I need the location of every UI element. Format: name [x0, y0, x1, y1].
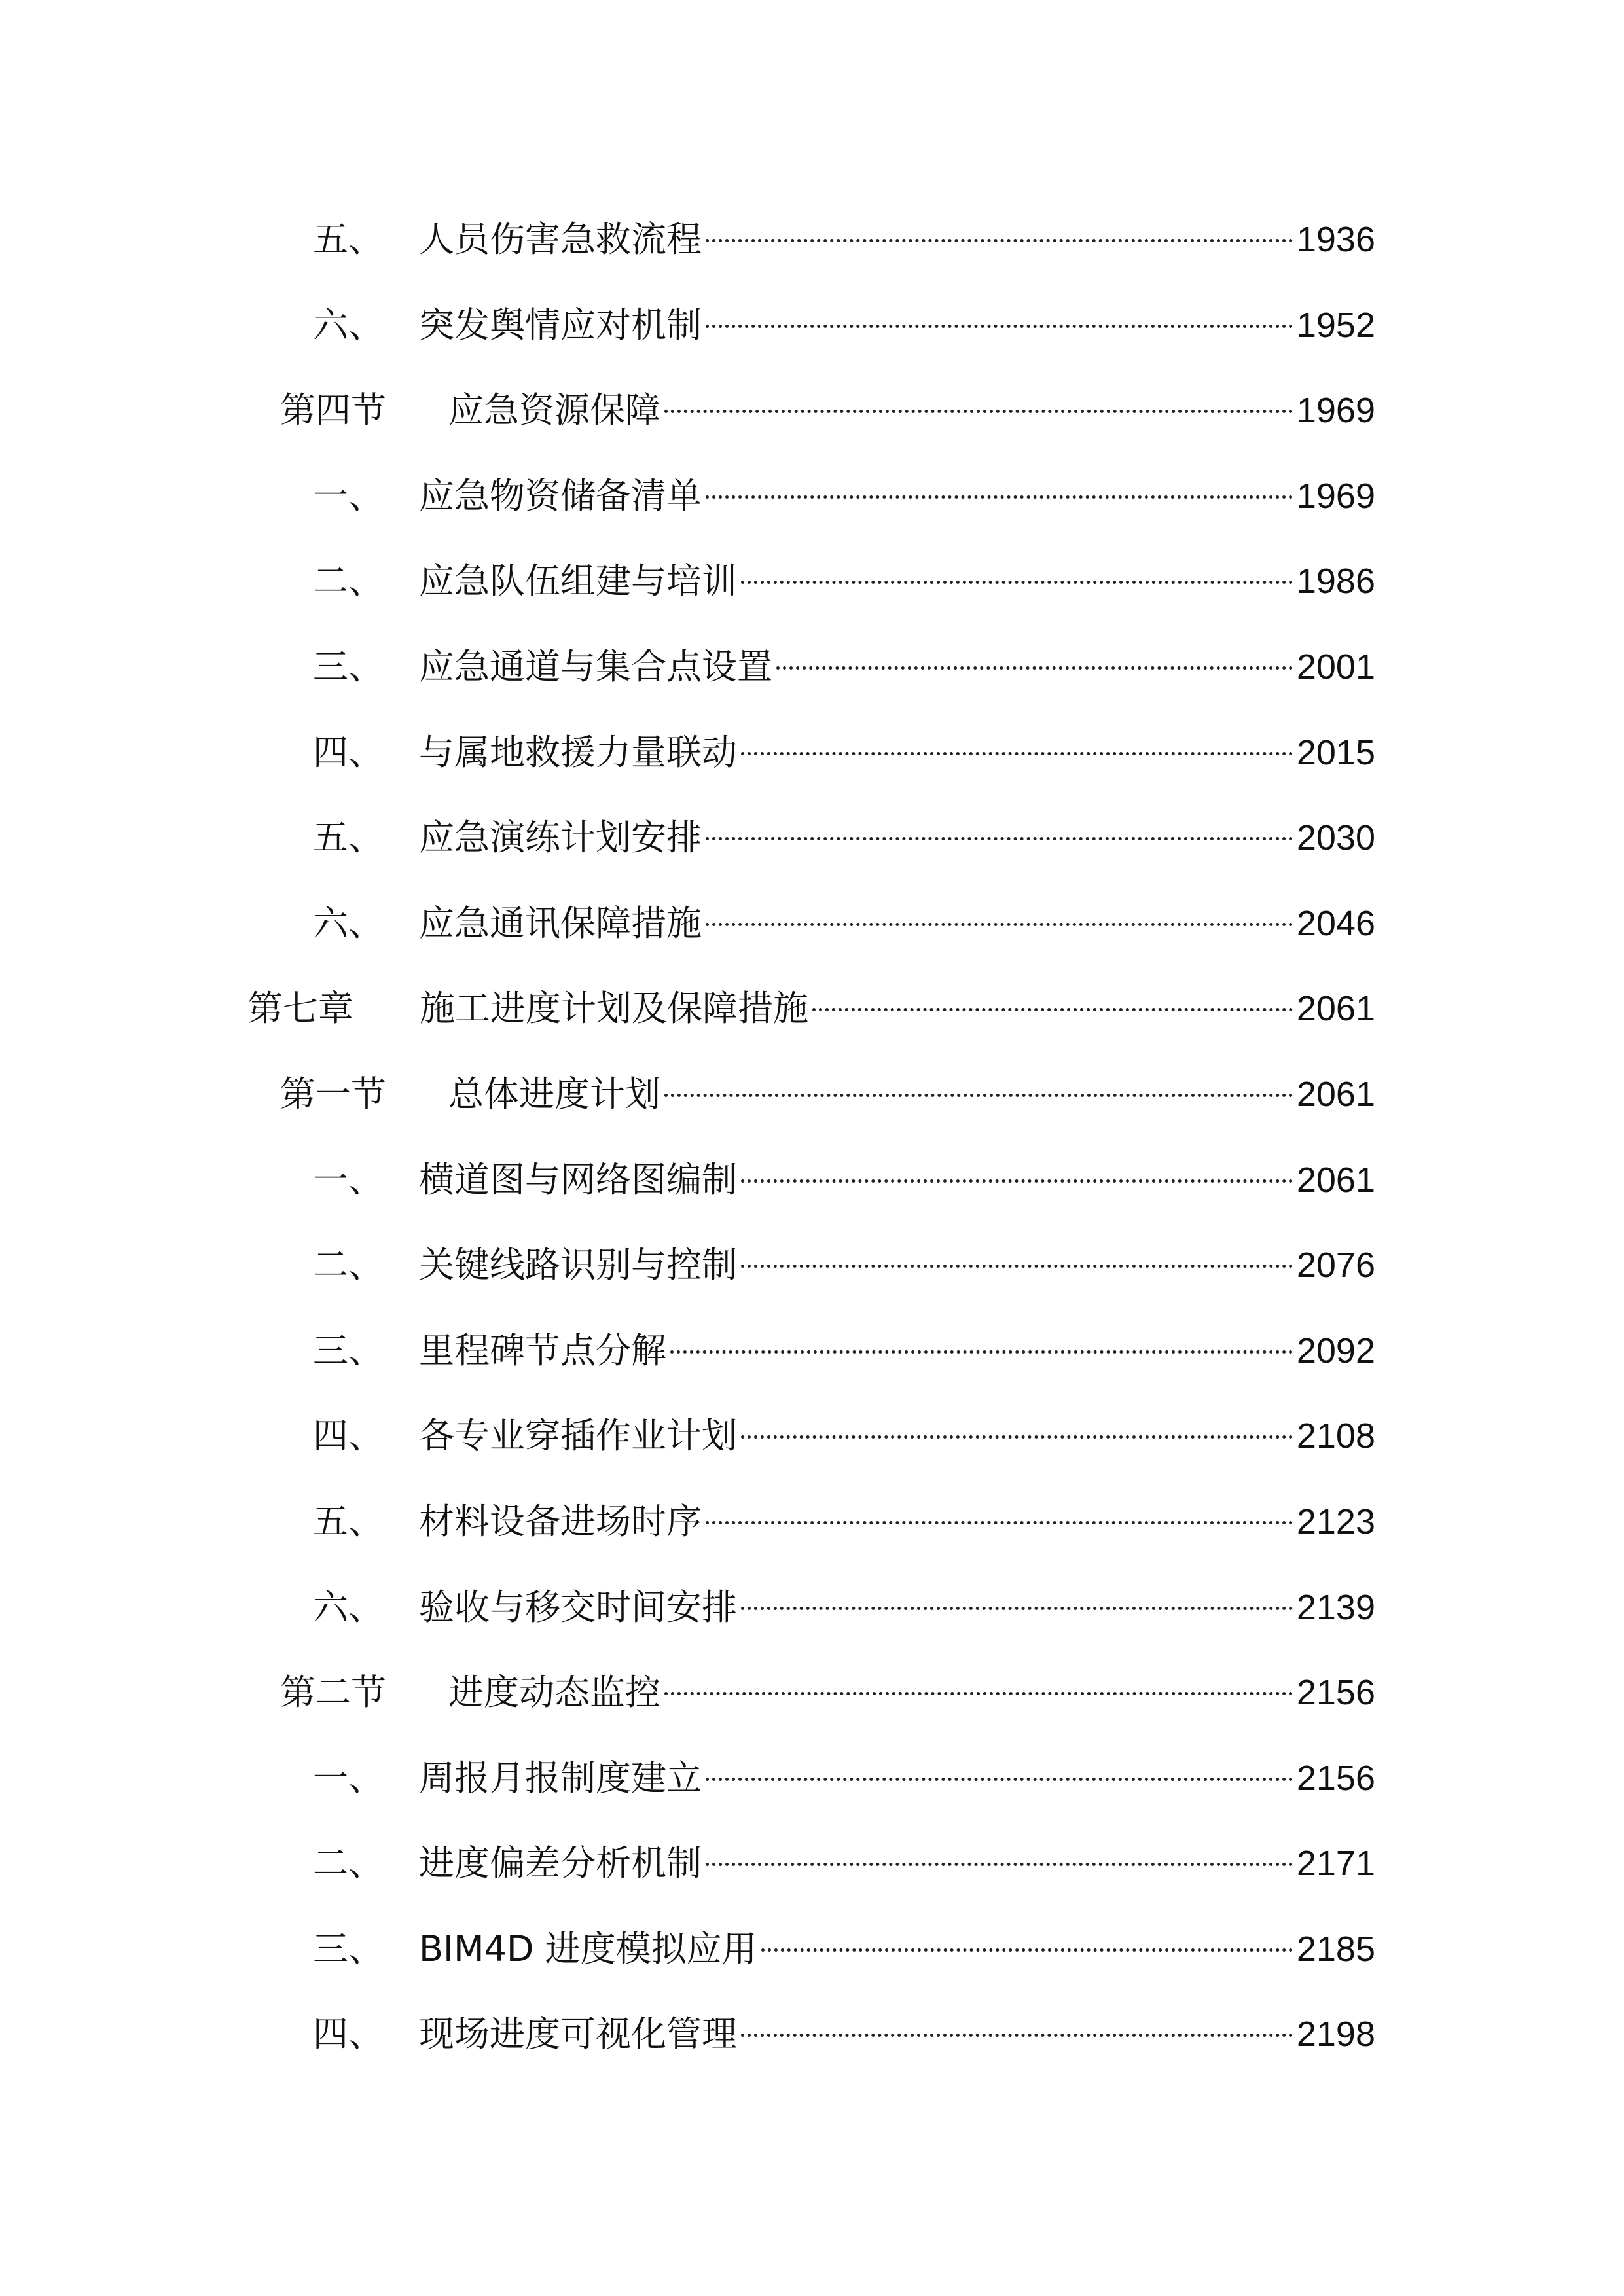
toc-entry-title: 关键线路识别与控制	[419, 1244, 737, 1286]
toc-entry-page: 2061	[1296, 989, 1375, 1029]
toc-entry-body	[419, 721, 1375, 784]
toc-entry-number: 五、	[313, 817, 384, 859]
toc-entry[interactable]	[0, 294, 1624, 380]
toc-entry-page: 2046	[1296, 903, 1375, 943]
toc-entry-page: 2030	[1296, 818, 1375, 858]
toc-entry-number: 二、	[313, 1244, 384, 1286]
toc-entry-number: 六、	[313, 304, 384, 346]
toc-entry-body	[419, 1832, 1375, 1895]
toc-entry-title: 人员伤害急救流程	[419, 219, 702, 260]
toc-entry-number: 三、	[313, 645, 384, 687]
dot-leader	[664, 370, 1293, 413]
dot-leader	[664, 1054, 1293, 1097]
toc-entry-body	[419, 636, 1375, 698]
toc-entry-number: 三、	[313, 1329, 384, 1371]
toc-entry-number: 五、	[313, 1500, 384, 1542]
toc-entry-title: 材料设备进场时序	[419, 1500, 702, 1542]
toc-entry-page: 2139	[1296, 1587, 1375, 1627]
toc-entry-body	[419, 550, 1375, 613]
toc-entry-title: 应急通讯保障措施	[419, 902, 702, 944]
dot-leader	[706, 1738, 1293, 1781]
toc-entry[interactable]	[0, 1319, 1624, 1405]
dot-leader	[812, 969, 1293, 1011]
toc-entry-page: 2001	[1296, 647, 1375, 687]
toc-entry-body	[419, 1319, 1375, 1382]
toc-entry[interactable]	[0, 1234, 1624, 1319]
toc-entry-title: 应急队伍组建与培训	[419, 560, 737, 602]
toc-chapter-entry[interactable]	[0, 977, 1624, 1063]
toc-entry-body	[419, 806, 1375, 869]
toc-entry-body	[419, 1490, 1375, 1553]
toc-entry[interactable]	[0, 1405, 1624, 1490]
toc-entry-number: 二、	[313, 560, 384, 602]
toc-entry-body	[448, 379, 1375, 442]
dot-leader	[741, 1140, 1293, 1183]
dot-leader	[741, 1225, 1293, 1268]
toc-entry-number: 第一节	[280, 1073, 386, 1115]
dot-leader	[761, 1909, 1293, 1952]
dot-leader	[664, 1653, 1293, 1695]
toc-section-entry[interactable]	[0, 379, 1624, 465]
toc-entry-body	[419, 208, 1375, 271]
toc-entry-title: 应急物资储备清单	[419, 475, 702, 516]
toc-entry[interactable]	[0, 208, 1624, 294]
toc-entry-number: 四、	[313, 2013, 384, 2055]
toc-entry-number: 一、	[313, 475, 384, 516]
toc-entry-body	[419, 294, 1375, 357]
toc-entry[interactable]	[0, 550, 1624, 636]
toc-entry-page: 2156	[1296, 1673, 1375, 1713]
dot-leader	[670, 1311, 1293, 1354]
dot-leader	[776, 627, 1293, 670]
toc-entry-number: 二、	[313, 1842, 384, 1884]
toc-entry-title: BIM4D 进度模拟应用	[419, 1928, 757, 1969]
toc-entry-number: 六、	[313, 902, 384, 944]
toc-entry-body	[419, 2003, 1375, 2066]
toc-entry-body	[419, 1234, 1375, 1297]
table-of-contents	[0, 208, 1624, 2089]
toc-entry-number: 第四节	[280, 389, 386, 431]
toc-entry[interactable]	[0, 1747, 1624, 1833]
toc-entry[interactable]	[0, 1832, 1624, 1918]
toc-entry-number: 第二节	[280, 1672, 386, 1713]
toc-entry-page: 2123	[1296, 1501, 1375, 1541]
toc-entry[interactable]	[0, 892, 1624, 978]
toc-section-entry[interactable]	[0, 1661, 1624, 1747]
toc-entry-body	[448, 1661, 1375, 1724]
toc-entry-page: 1969	[1296, 476, 1375, 516]
toc-entry-title: 横道图与网络图编制	[419, 1158, 737, 1200]
toc-entry[interactable]	[0, 1490, 1624, 1576]
toc-entry-body	[419, 1149, 1375, 1211]
toc-entry-body	[419, 1576, 1375, 1639]
toc-entry-page: 1936	[1296, 220, 1375, 259]
toc-entry-number: 三、	[313, 1928, 384, 1969]
toc-entry[interactable]	[0, 465, 1624, 550]
toc-entry-page: 2076	[1296, 1246, 1375, 1285]
toc-entry-number: 第七章	[247, 988, 353, 1030]
dot-leader	[706, 798, 1293, 840]
toc-entry-title: 进度动态监控	[448, 1672, 660, 1713]
dot-leader	[741, 713, 1293, 755]
toc-entry-title: 里程碑节点分解	[419, 1329, 666, 1371]
dot-leader	[706, 1823, 1293, 1866]
toc-entry-page: 2108	[1296, 1416, 1375, 1456]
dot-leader	[741, 541, 1293, 584]
toc-entry-body	[419, 1405, 1375, 1467]
toc-entry-title: 周报月报制度建立	[419, 1757, 702, 1799]
toc-entry-number: 一、	[313, 1757, 384, 1799]
toc-entry[interactable]	[0, 806, 1624, 892]
toc-entry-body	[419, 892, 1375, 955]
toc-entry-title: 突发舆情应对机制	[419, 304, 702, 346]
toc-entry-title: 应急通道与集合点设置	[419, 645, 772, 687]
toc-entry-title: 各专业穿插作业计划	[419, 1415, 737, 1457]
dot-leader	[706, 456, 1293, 499]
toc-entry-title: 进度偏差分析机制	[419, 1842, 702, 1884]
dot-leader	[741, 1568, 1293, 1610]
toc-entry-number: 一、	[313, 1158, 384, 1200]
toc-entry-page: 2185	[1296, 1929, 1375, 1969]
toc-entry[interactable]	[0, 1149, 1624, 1234]
toc-entry-page: 2015	[1296, 732, 1375, 772]
toc-entry[interactable]	[0, 636, 1624, 721]
toc-entry-page: 2198	[1296, 2015, 1375, 2054]
toc-entry-title: 应急资源保障	[448, 389, 660, 431]
toc-entry[interactable]	[0, 1918, 1624, 2003]
toc-entry-body	[419, 465, 1375, 528]
toc-entry-title: 总体进度计划	[448, 1073, 660, 1115]
toc-entry-number: 六、	[313, 1586, 384, 1628]
dot-leader	[706, 285, 1293, 328]
toc-entry-number: 四、	[313, 1415, 384, 1457]
toc-entry-body	[448, 1063, 1375, 1126]
toc-entry-page: 1969	[1296, 391, 1375, 431]
toc-entry-title: 现场进度可视化管理	[419, 2013, 737, 2055]
toc-entry[interactable]	[0, 2003, 1624, 2089]
toc-entry-page: 1986	[1296, 562, 1375, 601]
toc-entry-body	[419, 1747, 1375, 1810]
dot-leader	[741, 1396, 1293, 1439]
toc-entry[interactable]	[0, 1576, 1624, 1662]
dot-leader	[706, 1482, 1293, 1524]
toc-entry-title: 应急演练计划安排	[419, 817, 702, 859]
toc-entry-title: 与属地救援力量联动	[419, 731, 737, 773]
toc-entry-page: 2092	[1296, 1331, 1375, 1371]
toc-entry-number: 五、	[313, 219, 384, 260]
toc-entry-page: 1952	[1296, 305, 1375, 345]
toc-entry-title: 验收与移交时间安排	[419, 1586, 737, 1628]
toc-entry-body	[420, 977, 1375, 1040]
toc-entry-page: 2061	[1296, 1074, 1375, 1114]
toc-entry-page: 2171	[1296, 1844, 1375, 1884]
dot-leader	[706, 200, 1293, 242]
toc-entry-page: 2156	[1296, 1758, 1375, 1798]
toc-entry[interactable]	[0, 721, 1624, 807]
toc-entry-page: 2061	[1296, 1160, 1375, 1200]
toc-section-entry[interactable]	[0, 1063, 1624, 1149]
toc-entry-number: 四、	[313, 731, 384, 773]
dot-leader	[741, 1994, 1293, 2037]
toc-entry-body	[419, 1918, 1375, 1981]
toc-entry-title: 施工进度计划及保障措施	[420, 988, 808, 1030]
dot-leader	[706, 884, 1293, 926]
